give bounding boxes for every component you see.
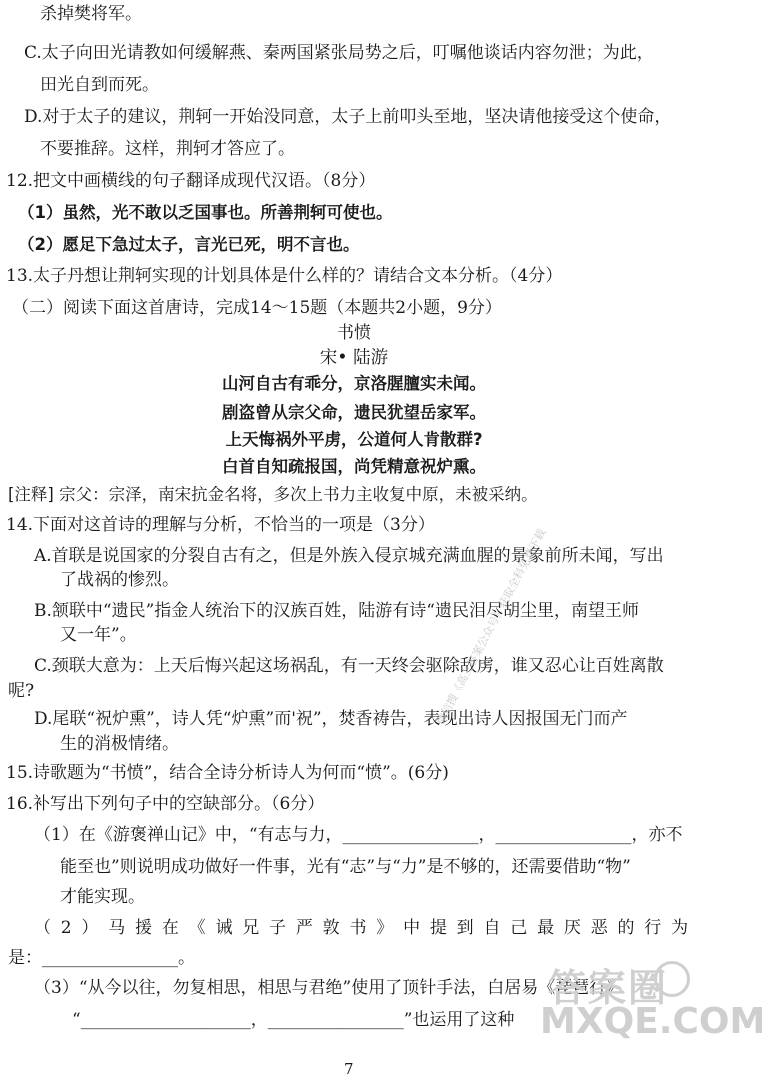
poem-line: 剧盗曾从宗父命，遗民犹望岳家军。: [222, 403, 486, 422]
question-12: 12.把文中画横线的句子翻译成现代汉语。（8分）: [6, 171, 376, 191]
text-line: 才能实现。: [60, 887, 145, 907]
text-line: 不要推辞。这样，荆轲才答应了。: [40, 139, 295, 159]
question-14: 14.下面对这首诗的理解与分析，不恰当的一项是（3分）: [6, 515, 435, 535]
poem-line: 白首自知疏报国，尚凭精意祝炉熏。: [222, 457, 486, 476]
poem-line: 上天悔祸外平虏，公道何人肯散群?: [225, 430, 483, 449]
text-line: 杀掉樊将军。: [40, 4, 142, 24]
poem-line: 山河自古有乖分，京洛腥膻实未闻。: [222, 374, 486, 393]
text-line: 呢?: [8, 681, 35, 701]
option-d-14: D.尾联“祝炉熏”，诗人凭“炉熏”而'祝”，焚香祷告，表现出诗人因报国无门而产: [34, 709, 628, 729]
question-15: 15.诗歌题为“书愤”，结合全诗分析诗人为何而“愤”。(6分): [6, 763, 449, 783]
question-16-part-2: （ 2 ） 马 援 在 《 诫 兄 子 严 敦 书 》 中 提 到 自 己 最 厌 恶 的 行 为: [34, 918, 691, 938]
poem-author: 宋• 陆游: [319, 348, 389, 368]
text-line: 生的消极情绪。: [60, 734, 179, 754]
question-12-sentence-1: （1）虽然，光不敢以乏国事也。所善荆轲可使也。: [18, 203, 393, 222]
text-line: 能至也”则说明成功做好一件事，光有“志”与“力”是不够的，还需要借助“物”: [60, 857, 631, 877]
page-number: 7: [344, 1060, 354, 1078]
option-b-14: B.颔联中“遗民”指金人统治下的汉族百姓，陆游有诗“遗民泪尽胡尘里，南望王师: [34, 601, 639, 621]
question-13: 13.太子丹想让荆轲实现的计划具体是什么样的？请结合文本分析。（4分）: [6, 266, 563, 286]
watermark-logo-text: 答案圈: [548, 966, 669, 1010]
text-line: 田光自到而死。: [40, 75, 159, 95]
poem-title: 书愤: [337, 323, 371, 343]
watermark-url: MXQE.COM: [540, 1001, 765, 1042]
question-16-part-3: （3）“从今以往，勿复相思，相思与君绝”使用了顶针手法，白居易《琵琶行》: [34, 978, 624, 998]
question-12-sentence-2: （2）愿足下急过太子，言光已死，明不言也。: [18, 235, 360, 254]
text-line: 又一年”。: [60, 625, 137, 645]
option-d-11: D.对于太子的建议，荆轲一开始没同意，太子上前叩头至地，坚决请他接受这个使命，: [24, 107, 672, 127]
watermark-logo: [540, 957, 765, 1042]
option-c-11: C.太子向田光请教如何缓解燕、秦两国紧张局势之后，叮嘱他谈话内容勿泄；为此，: [24, 43, 654, 63]
option-a-14: A.首联是说国家的分裂自古有之，但是外族入侵京城充满血腥的景象前所未闻，写出: [34, 546, 664, 566]
question-16: 16.补写出下列句子中的空缺部分。（6分）: [6, 794, 325, 814]
section-heading: （二）阅读下面这首唐诗，完成14～15题（本题共2小题，9分）: [12, 298, 502, 318]
question-16-part-1: （1）在《游褒禅山记》中，“有志与力，________________，________________，亦不: [34, 825, 683, 845]
text-line: 是：________________。: [8, 948, 195, 968]
watermark-side-text: 微信搜《高三答案公众号》获取全科免费下载: [433, 526, 549, 728]
text-line: 了战祸的惨烈。: [60, 570, 179, 590]
watermark-badge-icon: [654, 961, 690, 997]
option-c-14: C.颈联大意为：上天后悔兴起这场祸乱，有一天终会驱除敌虏，谁又忍心让百姓离散: [34, 656, 664, 676]
poem-annotation: [注释] 宗父：宗泽，南宋抗金名将，多次上书力主收复中原，未被采纳。: [8, 485, 538, 504]
text-line: “____________________，________________”也运用了这种: [72, 1010, 515, 1030]
